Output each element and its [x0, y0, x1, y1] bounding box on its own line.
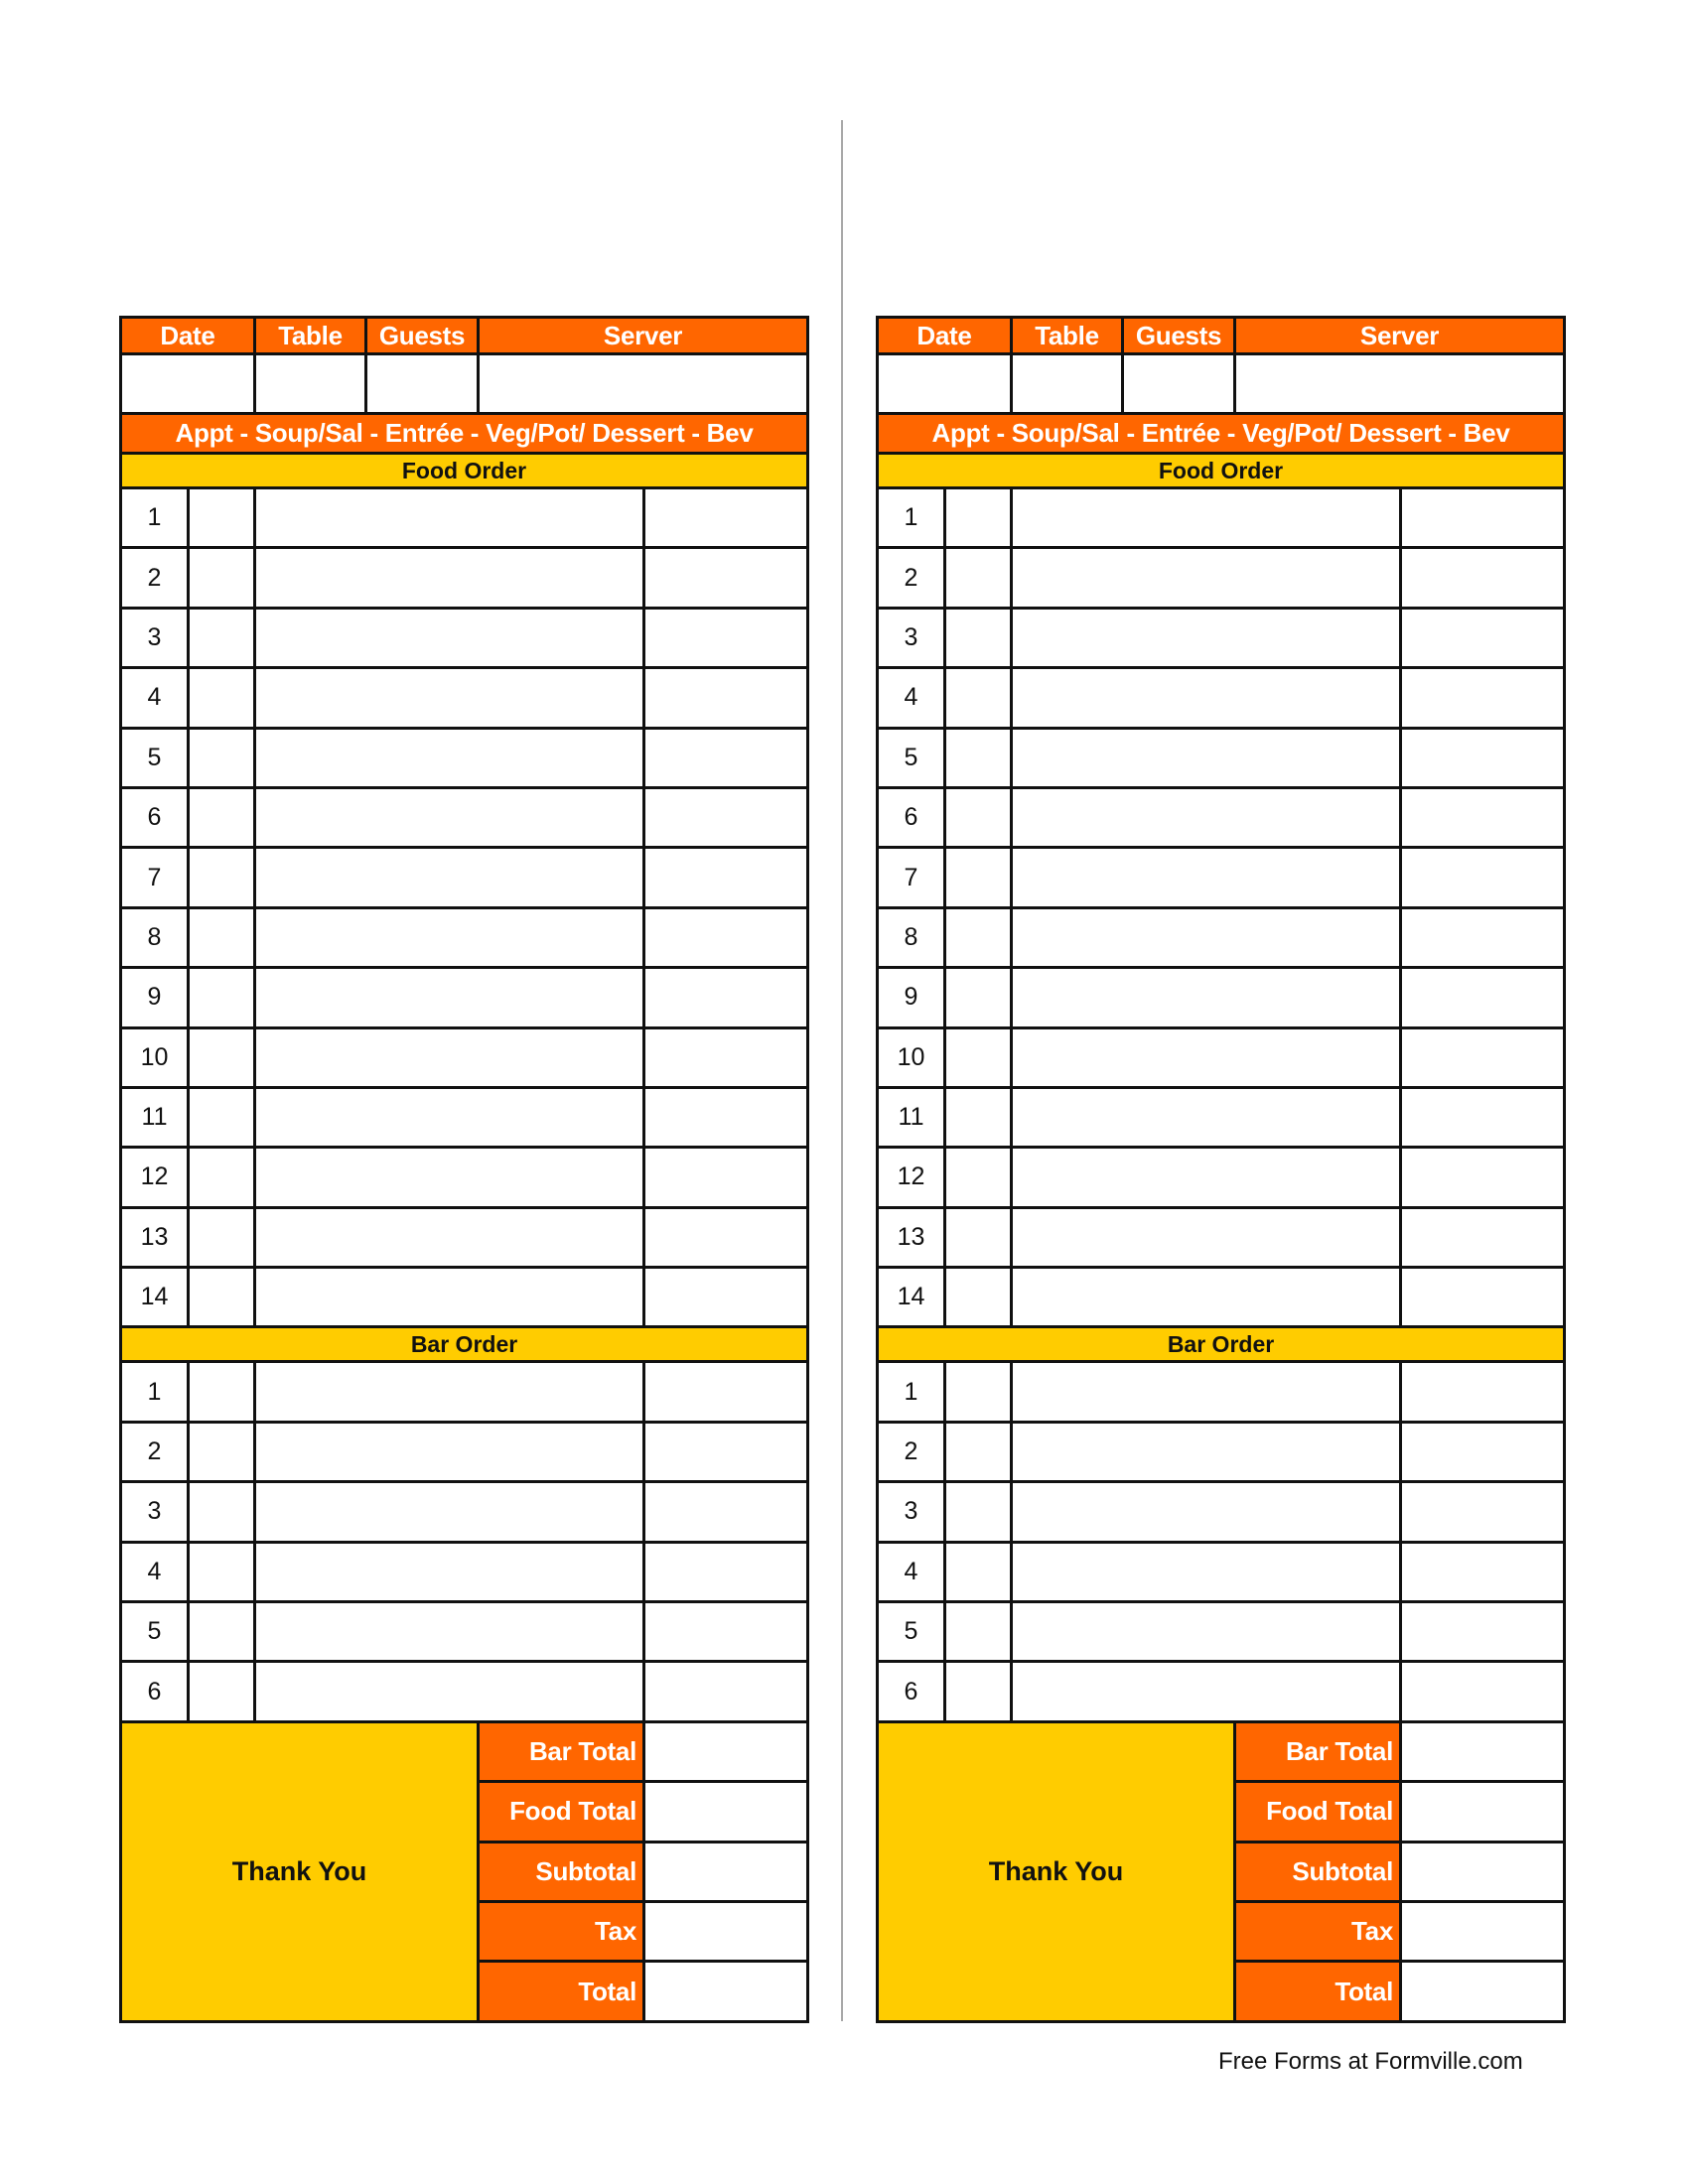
bar-order-heading: Bar Order	[119, 1328, 809, 1363]
guests-header: Guests	[367, 319, 480, 352]
item-field[interactable]	[1013, 669, 1402, 726]
price-field[interactable]	[1402, 789, 1563, 846]
line-number: 9	[122, 969, 190, 1025]
line-number: 12	[879, 1149, 946, 1205]
server-header: Server	[603, 320, 683, 350]
date-header: Date	[122, 319, 256, 352]
food-order-row	[119, 610, 809, 669]
price-field[interactable]	[645, 1483, 806, 1540]
seat-qty-field[interactable]	[190, 909, 256, 966]
categories-banner: Appt - Soup/Sal - Entrée - Veg/Pot/ Dessert - Bev	[119, 415, 809, 455]
seat-qty-field[interactable]	[946, 849, 1013, 905]
bar-order-row	[876, 1544, 1566, 1603]
seat-qty-field[interactable]	[190, 1483, 256, 1540]
item-field[interactable]	[256, 1149, 645, 1205]
item-field[interactable]	[1013, 1089, 1402, 1146]
item-field[interactable]	[256, 1269, 645, 1325]
item-field[interactable]	[1013, 1544, 1402, 1600]
seat-qty-field[interactable]	[946, 1424, 1013, 1480]
price-field[interactable]	[645, 730, 806, 786]
food-order-row	[119, 1029, 809, 1089]
food-order-row	[119, 1209, 809, 1269]
bar-total-label: Bar Total	[480, 1723, 645, 1780]
line-number: 6	[122, 1663, 190, 1719]
guest-check-left	[119, 316, 809, 2023]
item-field[interactable]	[1013, 1209, 1402, 1266]
item-field[interactable]	[256, 1363, 645, 1420]
food-order-row	[876, 1089, 1566, 1149]
price-field[interactable]	[645, 610, 806, 666]
price-field[interactable]	[1402, 1029, 1563, 1086]
line-number: 10	[879, 1029, 946, 1086]
date-field[interactable]	[122, 355, 256, 412]
line-number: 2	[879, 1424, 946, 1480]
item-field[interactable]	[256, 789, 645, 846]
totals-block	[119, 1723, 809, 2023]
food-total-field[interactable]	[1402, 1783, 1563, 1840]
subtotal-row	[480, 1843, 806, 1903]
line-number: 3	[879, 610, 946, 666]
bar-total-row	[480, 1723, 806, 1783]
food-order-row	[119, 789, 809, 849]
bar-order-row	[876, 1363, 1566, 1423]
price-field[interactable]	[645, 1544, 806, 1600]
item-field[interactable]	[256, 549, 645, 606]
guests-field[interactable]	[1124, 355, 1236, 412]
item-field[interactable]	[256, 1483, 645, 1540]
thank-you-panel: Thank You	[122, 1723, 480, 2020]
line-number: 2	[122, 549, 190, 606]
guests-field[interactable]	[367, 355, 480, 412]
food-total-row	[480, 1783, 806, 1843]
line-number: 11	[879, 1089, 946, 1146]
price-field[interactable]	[645, 489, 806, 546]
total-label: Total	[480, 1963, 645, 2019]
food-order-row	[119, 549, 809, 609]
price-field[interactable]	[645, 1363, 806, 1420]
date-field[interactable]	[879, 355, 1013, 412]
line-number: 1	[122, 489, 190, 546]
seat-qty-field[interactable]	[190, 489, 256, 546]
subtotal-row	[1236, 1843, 1563, 1903]
price-field[interactable]	[1402, 610, 1563, 666]
total-label: Total	[1236, 1963, 1402, 2019]
seat-qty-field[interactable]	[190, 1269, 256, 1325]
server-field[interactable]	[480, 355, 806, 412]
item-field[interactable]	[1013, 1663, 1402, 1719]
line-number: 2	[122, 1424, 190, 1480]
header-input-row	[119, 355, 809, 415]
price-field[interactable]	[1402, 969, 1563, 1025]
item-field[interactable]	[256, 730, 645, 786]
price-field[interactable]	[645, 1424, 806, 1480]
page-divider	[841, 120, 843, 2021]
seat-qty-field[interactable]	[190, 1089, 256, 1146]
line-number: 8	[879, 909, 946, 966]
seat-qty-field[interactable]	[190, 1363, 256, 1420]
item-field[interactable]	[256, 610, 645, 666]
line-number: 4	[122, 669, 190, 726]
price-field[interactable]	[645, 1663, 806, 1719]
bar-order-row	[119, 1363, 809, 1423]
line-number: 1	[122, 1363, 190, 1420]
line-number: 6	[122, 789, 190, 846]
total-field[interactable]	[645, 1963, 806, 2019]
item-field[interactable]	[1013, 909, 1402, 966]
food-order-row	[119, 730, 809, 789]
food-order-row	[876, 789, 1566, 849]
item-field[interactable]	[256, 849, 645, 905]
price-field[interactable]	[645, 549, 806, 606]
seat-qty-field[interactable]	[946, 1544, 1013, 1600]
header-row	[876, 316, 1566, 355]
line-number: 3	[122, 610, 190, 666]
bar-order-row	[119, 1483, 809, 1543]
price-field[interactable]	[1402, 909, 1563, 966]
bar-total-label: Bar Total	[1236, 1723, 1402, 1780]
thank-you-panel: Thank You	[879, 1723, 1236, 2020]
seat-qty-field[interactable]	[190, 969, 256, 1025]
food-order-row	[119, 849, 809, 908]
seat-qty-field[interactable]	[946, 730, 1013, 786]
food-order-row	[876, 1269, 1566, 1328]
food-order-row	[876, 669, 1566, 729]
item-field[interactable]	[256, 1089, 645, 1146]
price-field[interactable]	[1402, 1209, 1563, 1266]
food-order-row	[876, 730, 1566, 789]
seat-qty-field[interactable]	[946, 1209, 1013, 1266]
line-number: 14	[879, 1269, 946, 1325]
price-field[interactable]	[1402, 849, 1563, 905]
header-input-row	[876, 355, 1566, 415]
food-order-row	[876, 909, 1566, 969]
item-field[interactable]	[1013, 1603, 1402, 1660]
food-order-heading: Food Order	[119, 455, 809, 489]
server-header: Server	[1359, 320, 1440, 350]
table-field[interactable]	[256, 355, 367, 412]
item-field[interactable]	[256, 1663, 645, 1719]
line-number: 4	[879, 669, 946, 726]
seat-qty-field[interactable]	[190, 730, 256, 786]
line-number: 8	[122, 909, 190, 966]
price-field[interactable]	[645, 1149, 806, 1205]
line-number: 10	[122, 1029, 190, 1086]
line-number: 4	[122, 1544, 190, 1600]
price-field[interactable]	[1402, 1089, 1563, 1146]
tax-label: Tax	[480, 1903, 645, 1960]
food-order-row	[876, 489, 1566, 549]
seat-qty-field[interactable]	[946, 1149, 1013, 1205]
price-field[interactable]	[645, 1209, 806, 1266]
seat-qty-field[interactable]	[946, 1603, 1013, 1660]
item-field[interactable]	[1013, 1363, 1402, 1420]
food-order-row	[119, 909, 809, 969]
price-field[interactable]	[1402, 549, 1563, 606]
subtotal-field[interactable]	[1402, 1843, 1563, 1900]
item-field[interactable]	[256, 669, 645, 726]
line-number: 7	[879, 849, 946, 905]
date-header: Date	[879, 319, 1013, 352]
food-order-row	[119, 1089, 809, 1149]
line-number: 3	[879, 1483, 946, 1540]
item-field[interactable]	[1013, 849, 1402, 905]
seat-qty-field[interactable]	[946, 1029, 1013, 1086]
food-order-row	[876, 610, 1566, 669]
line-number: 3	[122, 1483, 190, 1540]
guests-header: Guests	[1124, 319, 1236, 352]
item-field[interactable]	[256, 489, 645, 546]
tax-label: Tax	[1236, 1903, 1402, 1960]
bar-order-row	[876, 1663, 1566, 1722]
seat-qty-field[interactable]	[190, 1209, 256, 1266]
item-field[interactable]	[256, 969, 645, 1025]
bar-order-heading: Bar Order	[876, 1328, 1566, 1363]
line-number: 13	[879, 1209, 946, 1266]
item-field[interactable]	[1013, 789, 1402, 846]
food-order-row	[876, 549, 1566, 609]
item-field[interactable]	[1013, 1149, 1402, 1205]
seat-qty-field[interactable]	[946, 669, 1013, 726]
line-number: 5	[122, 730, 190, 786]
bar-order-row	[876, 1483, 1566, 1543]
seat-qty-field[interactable]	[190, 669, 256, 726]
seat-qty-field[interactable]	[946, 909, 1013, 966]
bar-total-field[interactable]	[645, 1723, 806, 1780]
line-number: 4	[879, 1544, 946, 1600]
food-total-label: Food Total	[1236, 1783, 1402, 1840]
food-order-row	[119, 489, 809, 549]
price-field[interactable]	[645, 1089, 806, 1146]
price-field[interactable]	[1402, 1603, 1563, 1660]
line-number: 14	[122, 1269, 190, 1325]
price-field[interactable]	[645, 909, 806, 966]
price-field[interactable]	[1402, 669, 1563, 726]
line-number: 5	[122, 1603, 190, 1660]
tax-row	[1236, 1903, 1563, 1963]
seat-qty-field[interactable]	[946, 1663, 1013, 1719]
price-field[interactable]	[1402, 1363, 1563, 1420]
food-order-row	[119, 669, 809, 729]
item-field[interactable]	[256, 1603, 645, 1660]
line-number: 1	[879, 1363, 946, 1420]
totals-block	[876, 1723, 1566, 2023]
seat-qty-field[interactable]	[946, 1269, 1013, 1325]
line-number: 6	[879, 1663, 946, 1719]
price-field[interactable]	[1402, 1269, 1563, 1325]
item-field[interactable]	[256, 909, 645, 966]
bar-order-row	[119, 1424, 809, 1483]
item-field[interactable]	[1013, 1269, 1402, 1325]
line-number: 13	[122, 1209, 190, 1266]
subtotal-label: Subtotal	[480, 1843, 645, 1900]
price-field[interactable]	[1402, 730, 1563, 786]
food-order-row	[119, 969, 809, 1028]
bar-order-row	[119, 1544, 809, 1603]
price-field[interactable]	[645, 789, 806, 846]
seat-qty-field[interactable]	[190, 549, 256, 606]
bar-order-row	[119, 1663, 809, 1722]
item-field[interactable]	[256, 1424, 645, 1480]
seat-qty-field[interactable]	[190, 1603, 256, 1660]
item-field[interactable]	[1013, 1424, 1402, 1480]
food-order-row	[876, 1149, 1566, 1208]
seat-qty-field[interactable]	[190, 610, 256, 666]
item-field[interactable]	[1013, 610, 1402, 666]
line-number: 1	[879, 489, 946, 546]
table-field[interactable]	[1013, 355, 1124, 412]
footer-credit: Free Forms at Formville.com	[1218, 2048, 1523, 2075]
seat-qty-field[interactable]	[946, 1483, 1013, 1540]
line-number: 11	[122, 1089, 190, 1146]
price-field[interactable]	[1402, 1663, 1563, 1719]
item-field[interactable]	[256, 1209, 645, 1266]
price-field[interactable]	[645, 1029, 806, 1086]
food-total-label: Food Total	[480, 1783, 645, 1840]
food-order-row	[876, 849, 1566, 908]
total-row	[480, 1963, 806, 2019]
price-field[interactable]	[1402, 489, 1563, 546]
bar-total-field[interactable]	[1402, 1723, 1563, 1780]
table-header: Table	[256, 319, 367, 352]
seat-qty-field[interactable]	[946, 1363, 1013, 1420]
item-field[interactable]	[256, 1029, 645, 1086]
item-field[interactable]	[1013, 730, 1402, 786]
seat-qty-field[interactable]	[946, 549, 1013, 606]
item-field[interactable]	[1013, 1483, 1402, 1540]
food-total-field[interactable]	[645, 1783, 806, 1840]
seat-qty-field[interactable]	[190, 1544, 256, 1600]
table-header: Table	[1013, 319, 1124, 352]
price-field[interactable]	[1402, 1424, 1563, 1480]
food-order-row	[119, 1149, 809, 1208]
tax-field[interactable]	[645, 1903, 806, 1960]
line-number: 12	[122, 1149, 190, 1205]
categories-banner: Appt - Soup/Sal - Entrée - Veg/Pot/ Dessert - Bev	[876, 415, 1566, 455]
price-field[interactable]	[645, 1603, 806, 1660]
food-order-heading: Food Order	[876, 455, 1566, 489]
line-number: 6	[879, 789, 946, 846]
line-number: 5	[879, 1603, 946, 1660]
bar-total-row	[1236, 1723, 1563, 1783]
seat-qty-field[interactable]	[190, 849, 256, 905]
seat-qty-field[interactable]	[946, 610, 1013, 666]
food-order-row	[876, 1029, 1566, 1089]
seat-qty-field[interactable]	[190, 1029, 256, 1086]
price-field[interactable]	[1402, 1149, 1563, 1205]
seat-qty-field[interactable]	[946, 969, 1013, 1025]
food-order-row	[876, 969, 1566, 1028]
item-field[interactable]	[1013, 489, 1402, 546]
price-field[interactable]	[645, 969, 806, 1025]
bar-order-row	[876, 1603, 1566, 1663]
item-field[interactable]	[1013, 549, 1402, 606]
item-field[interactable]	[1013, 969, 1402, 1025]
seat-qty-field[interactable]	[190, 789, 256, 846]
seat-qty-field[interactable]	[190, 1424, 256, 1480]
server-field[interactable]	[1236, 355, 1563, 412]
food-total-row	[1236, 1783, 1563, 1843]
seat-qty-field[interactable]	[190, 1149, 256, 1205]
line-number: 7	[122, 849, 190, 905]
food-order-row	[876, 1209, 1566, 1269]
seat-qty-field[interactable]	[190, 1663, 256, 1719]
line-number: 5	[879, 730, 946, 786]
line-number: 2	[879, 549, 946, 606]
header-row	[119, 316, 809, 355]
item-field[interactable]	[256, 1544, 645, 1600]
seat-qty-field[interactable]	[946, 489, 1013, 546]
total-field[interactable]	[1402, 1963, 1563, 2019]
price-field[interactable]	[645, 669, 806, 726]
price-field[interactable]	[645, 849, 806, 905]
food-order-row	[119, 1269, 809, 1328]
price-field[interactable]	[645, 1269, 806, 1325]
subtotal-field[interactable]	[645, 1843, 806, 1900]
bar-order-row	[876, 1424, 1566, 1483]
seat-qty-field[interactable]	[946, 1089, 1013, 1146]
line-number: 9	[879, 969, 946, 1025]
tax-row	[480, 1903, 806, 1963]
bar-order-row	[119, 1603, 809, 1663]
price-field[interactable]	[1402, 1483, 1563, 1540]
guest-check-right	[876, 316, 1566, 2023]
item-field[interactable]	[1013, 1029, 1402, 1086]
seat-qty-field[interactable]	[946, 789, 1013, 846]
tax-field[interactable]	[1402, 1903, 1563, 1960]
total-row	[1236, 1963, 1563, 2019]
price-field[interactable]	[1402, 1544, 1563, 1600]
subtotal-label: Subtotal	[1236, 1843, 1402, 1900]
